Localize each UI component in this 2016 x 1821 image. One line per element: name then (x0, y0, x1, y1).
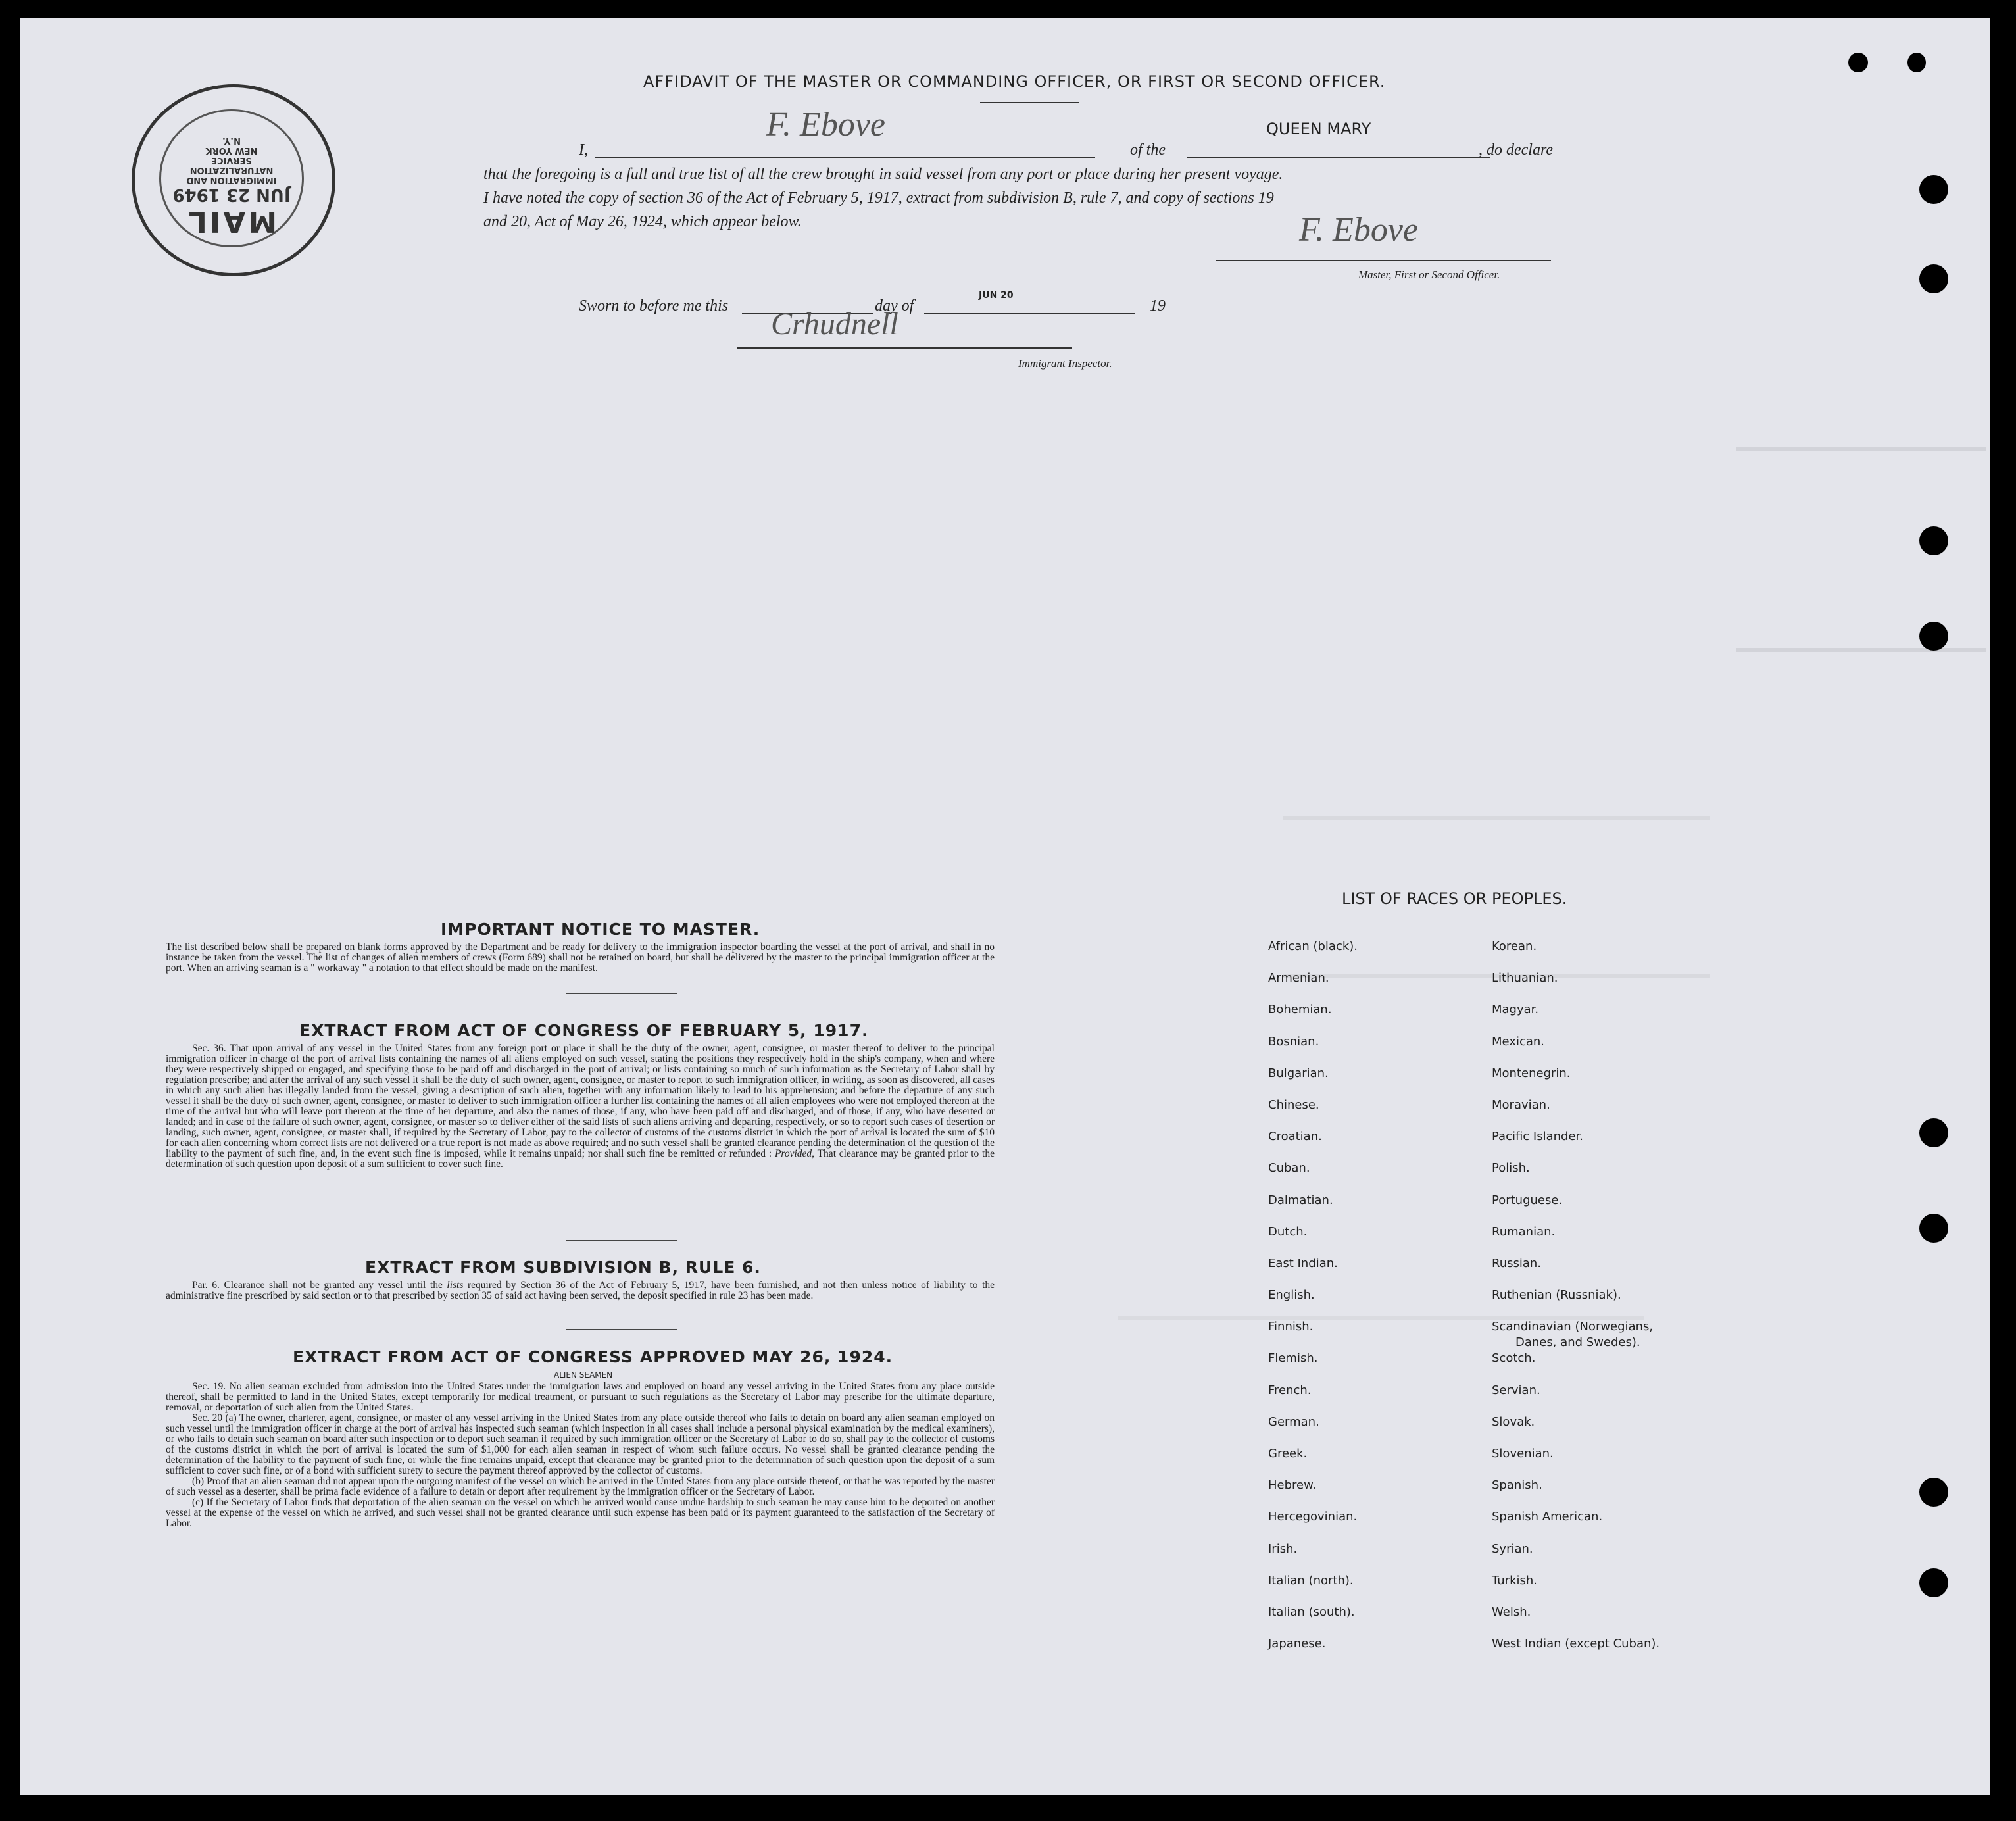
inspector-signature-line (737, 347, 1072, 349)
extract2-lists: lists (447, 1280, 464, 1291)
affidavit-i: I, (579, 141, 588, 159)
punch-hole (1919, 526, 1948, 555)
race-item: Bosnian. (1268, 1034, 1319, 1049)
inspector-signature: Crhudnell (771, 307, 898, 341)
race-item: Montenegrin. (1492, 1066, 1571, 1080)
race-item: Ruthenian (Russniak). (1492, 1288, 1621, 1303)
affidavit-line: I have noted the copy of section 36 of the Act of February 5, 1917, extract from subdivision B, rule 7, and copy of sections 19 (483, 189, 1274, 207)
punch-hole (1919, 264, 1948, 293)
race-item: East Indian. (1268, 1256, 1338, 1270)
race-item: Spanish. (1492, 1478, 1542, 1493)
race-item: Dalmatian. (1268, 1193, 1333, 1207)
races-right-column (1492, 939, 1660, 1668)
sec20c-text: If the Secretary of Labor finds that deportation of the alien seaman on the vessel on which he arrived would cause undue hardship to such seaman he may cause him to be deported on another vessel at the expense of the vessel on which he arrived, and such vessel shall not be granted clearance until such expense has been paid or its payment guaranteed to the satisfaction of the Secretary of Labor. (166, 1497, 995, 1529)
races-title: LIST OF RACES OR PEOPLES. (1342, 889, 1567, 908)
sec19-paragraph (166, 1382, 995, 1413)
sec20b-label: (b) (192, 1476, 205, 1487)
master-signature-line (1216, 260, 1551, 261)
signature-line (595, 157, 1095, 158)
race-item: Hercegovinian. (1268, 1510, 1358, 1524)
race-item: Armenian. (1268, 971, 1329, 985)
race-item: Lithuanian. (1492, 971, 1558, 985)
affidavit-declare: , do declare (1479, 141, 1554, 159)
sec19-text: No alien seaman excluded from admission into the United States under the immigration laws and employed on board any vessel arriving in the United States from any place outside thereof, shall be permitted to land in the United States, except temporarily for medical treatment, or pursuant to such regulations as the Secretary of Labor may prescribe for the ultimate departure, removal, or deportation of such alien from the United States. (166, 1381, 995, 1413)
sec19-label: Sec. 19. (192, 1381, 226, 1392)
race-item: Scotch. (1492, 1351, 1536, 1366)
race-item: Servian. (1492, 1383, 1540, 1397)
extract2-body-a: Clearance shall not be granted any vessel until the (224, 1280, 443, 1291)
extract1-proviso-label: Provided, (774, 1148, 815, 1159)
race-item: English. (1268, 1288, 1315, 1303)
extract2-title: EXTRACT FROM SUBDIVISION B, RULE 6. (365, 1258, 761, 1277)
corner-mark (1907, 53, 1926, 72)
extract2-par: Par. 6. (192, 1280, 220, 1291)
master-caption: Master, First or Second Officer. (1358, 268, 1500, 281)
extract3-text (166, 1382, 995, 1529)
divider (980, 102, 1079, 103)
race-item: Welsh. (1492, 1605, 1531, 1619)
divider (566, 993, 677, 994)
punch-hole (1919, 175, 1948, 204)
extract1-body: That upon arrival of any vessel in the United States from any foreign port or place it shall be the duty of the owner, agent, consignee, or master thereof to deliver to the principal immigration officer in charge of the port of arrival lists containing the names of all aliens employed on such vessel, stating the positions they respectively hold in the ship's company, when and where they were respectively shipped or engaged, and specifying those to be paid off and discharged in the port of arrival; or lists containing so much of such information as the Secretary of Labor shall by regulation prescribe; and after the arrival of any such vessel it shall be the duty of such owner, agent, consignee, or master to report to such immigration officer, in writing, as soon as discovered, all cases in which any such alien has illegally landed from the vessel, giving a description of such alien, together with any information likely to lead to his apprehension; and before the departure of any such vessel it shall be the duty of such owner, agent, consignee, or master to deliver to such immigration officer a further list containing the names of all alien employees who were not employed thereon at the time of the arrival but who will leave port thereon at the time of her departure, and also the names of those, if any, who have been paid off and discharged, and of those, if any, who have deserted or landed; and in case of the failure of such owner, agent, consignee, or master so to deliver either of the said lists of such aliens arriving and departing, respectively, or so to report such cases of desertion or landing, such owner, agent, consignee, or master shall, if required by the Secretary of Labor, pay to the collector of customs of the customs district in which the port of arrival is located the sum of $10 for each alien concerning whom correct lists are not delivered or a true report is not made as above required; and no such vessel shall be granted clearance pending the determination of the question of the liability to the payment of such fine, and, in the event such fine is imposed, while it remains unpaid; nor shall such fine be remitted or refunded : (166, 1043, 995, 1159)
extract1-proviso: That clearance may be granted prior to the determination of such question upon deposit of a sum sufficient to cover such fine. (166, 1148, 995, 1170)
vessel-line (1187, 157, 1490, 158)
stamp-line: NEW YORK (205, 145, 258, 155)
race-item: Moravian. (1492, 1097, 1550, 1112)
race-item: Polish. (1492, 1161, 1530, 1176)
sec20-label: Sec. 20 (a) (192, 1412, 237, 1424)
race-item: Hebrew. (1268, 1478, 1316, 1493)
race-item: French. (1268, 1383, 1312, 1397)
date-stamp: JUN 20 (979, 290, 1014, 301)
stamp-line: NATURALIZATION (189, 165, 274, 175)
race-item: Slovak. (1492, 1414, 1535, 1429)
affidavit-title: AFFIDAVIT OF THE MASTER OR COMMANDING OFFICER, OR FIRST OR SECOND OFFICER. (643, 72, 1386, 91)
sec20c-paragraph (166, 1497, 995, 1529)
race-item: Cuban. (1268, 1161, 1310, 1176)
race-item: Finnish. (1268, 1320, 1314, 1334)
officer-signature: F. Ebove (766, 106, 885, 143)
race-item: Dutch. (1268, 1224, 1308, 1239)
punch-hole (1919, 1118, 1948, 1147)
race-item: Japanese. (1268, 1637, 1326, 1651)
master-signature: F. Ebove (1299, 211, 1418, 249)
notice-text: The list described below shall be prepared on blank forms approved by the Department and be ready for delivery to the immigration inspector boarding the vessel at the port of arrival, and shall in no instance be taken from the vessel. The list of changes of alien members of crews (Form 689) shall not be retained on board, but shall be delivered by the master to the principal immigration officer at the port. When an arriving seaman is a " workaway " a notation to that effect should be made on the manifest. (166, 941, 995, 974)
race-item: Bohemian. (1268, 1003, 1332, 1017)
race-item: Portuguese. (1492, 1193, 1563, 1207)
affidavit-of-the: of the (1130, 141, 1166, 159)
inspector-caption: Immigrant Inspector. (1018, 357, 1112, 370)
race-item: West Indian (except Cuban). (1492, 1637, 1660, 1651)
sec20b-paragraph (166, 1476, 995, 1497)
race-item: German. (1268, 1414, 1319, 1429)
vessel-name: QUEEN MARY (1266, 120, 1371, 138)
extract1-sec: Sec. 36. (192, 1043, 226, 1054)
extract3-subtitle: ALIEN SEAMEN (554, 1370, 613, 1380)
notice-title: IMPORTANT NOTICE TO MASTER. (441, 920, 760, 939)
sec20-text: The owner, charterer, agent, consignee, or master of any vessel arriving in the United States from any place outside thereof who fails to detain on board any alien seaman employed on such vessel until the immigration officer in charge at the port of arrival has inspected such seaman (which inspection in all cases shall include a personal physical examination by the medical examiners), or who fails to detain such seaman on board after such inspection or to deport such seaman if required by such immigration officer or the Secretary of Labor to do so, shall pay to the collector of customs of the customs district in which the port of arrival is located the sum of $1,000 for each alien seaman in respect of whom such failure occurs. No vessel shall be granted clearance pending the determination of the liability to the payment of such fine, or while the fine remains unpaid, except that clearance may be granted prior to the determination of such question upon the deposit of a sum sufficient to cover such fine, or of a bond with sufficient surety to secure the payment thereof approved by the collector of customs. (166, 1412, 995, 1476)
divider (566, 1240, 677, 1241)
races-left-column (1268, 939, 1358, 1668)
punch-hole (1919, 1568, 1948, 1597)
extract2-text (166, 1280, 995, 1301)
extract1-title: EXTRACT FROM ACT OF CONGRESS OF FEBRUARY 5, 1917. (299, 1021, 869, 1040)
race-item: Scandinavian (Norwegians, (1492, 1320, 1654, 1334)
race-item: Chinese. (1268, 1097, 1319, 1112)
stamp-line: SERVICE (211, 155, 252, 165)
race-item: Rumanian. (1492, 1224, 1556, 1239)
race-item: African (black). (1268, 939, 1358, 953)
race-item: Irish. (1268, 1541, 1298, 1556)
punch-hole (1919, 1214, 1948, 1243)
extract3-title: EXTRACT FROM ACT OF CONGRESS APPROVED MAY 26, 1924. (293, 1347, 893, 1366)
stamp-line: N.Y. (222, 136, 241, 145)
race-item: Italian (south). (1268, 1605, 1355, 1619)
race-item: Danes, and Swedes). (1515, 1335, 1640, 1350)
sworn-year: 19 (1150, 297, 1166, 314)
stamp-line: JUN 23 1949 (172, 185, 291, 205)
divider (566, 1329, 677, 1330)
race-item: Mexican. (1492, 1034, 1544, 1049)
race-item: Korean. (1492, 939, 1537, 953)
sworn-day-of: day of (875, 297, 914, 314)
corner-mark (1848, 53, 1868, 72)
stamp-line: IMMIGRATION AND (186, 175, 277, 185)
race-item: Turkish. (1492, 1573, 1538, 1587)
race-item: Russian. (1492, 1256, 1542, 1270)
stamp-line: MAIL (185, 205, 278, 238)
race-item: Magyar. (1492, 1003, 1539, 1017)
punch-hole (1919, 622, 1948, 651)
race-item: Croatian. (1268, 1130, 1322, 1144)
sec20c-label: (c) (192, 1497, 204, 1508)
affidavit-line: and 20, Act of May 26, 1924, which appear below. (483, 213, 802, 230)
race-item: Syrian. (1492, 1541, 1533, 1556)
sec20-paragraph (166, 1413, 995, 1476)
affidavit-line: that the foregoing is a full and true list of all the crew brought in said vessel from any port or place during her present voyage. (483, 166, 1283, 183)
race-item: Pacific Islander. (1492, 1130, 1584, 1144)
punch-hole (1919, 1478, 1948, 1507)
race-item: Italian (north). (1268, 1573, 1354, 1587)
race-item: Flemish. (1268, 1351, 1318, 1366)
race-item: Spanish American. (1492, 1510, 1603, 1524)
race-item: Greek. (1268, 1447, 1308, 1460)
sworn-text: Sworn to before me this (579, 297, 729, 314)
extract2-body-b: required by Section 36 of the Act of February 5, 1917, have been furnished, and not then unless notice of liability to the administrative fine prescribed by said section or to that prescribed by section 35 of said act having been served, the deposit specified in rule 23 has been made. (166, 1280, 995, 1301)
sworn-month-line (924, 313, 1135, 314)
mail-stamp (132, 84, 335, 275)
sec20b-text: Proof that an alien seaman did not appear upon the outgoing manifest of the vessel on which he arrived in the United States from any place outside thereof, or that he was reported by the master of such vessel as a deserter, shall be prima facie evidence of a failure to detain or deport after requirement by the immigration officer or the Secretary of Labor. (166, 1476, 995, 1497)
race-item: Bulgarian. (1268, 1066, 1329, 1080)
extract1-text (166, 1043, 995, 1170)
race-item: Slovenian. (1492, 1447, 1554, 1460)
